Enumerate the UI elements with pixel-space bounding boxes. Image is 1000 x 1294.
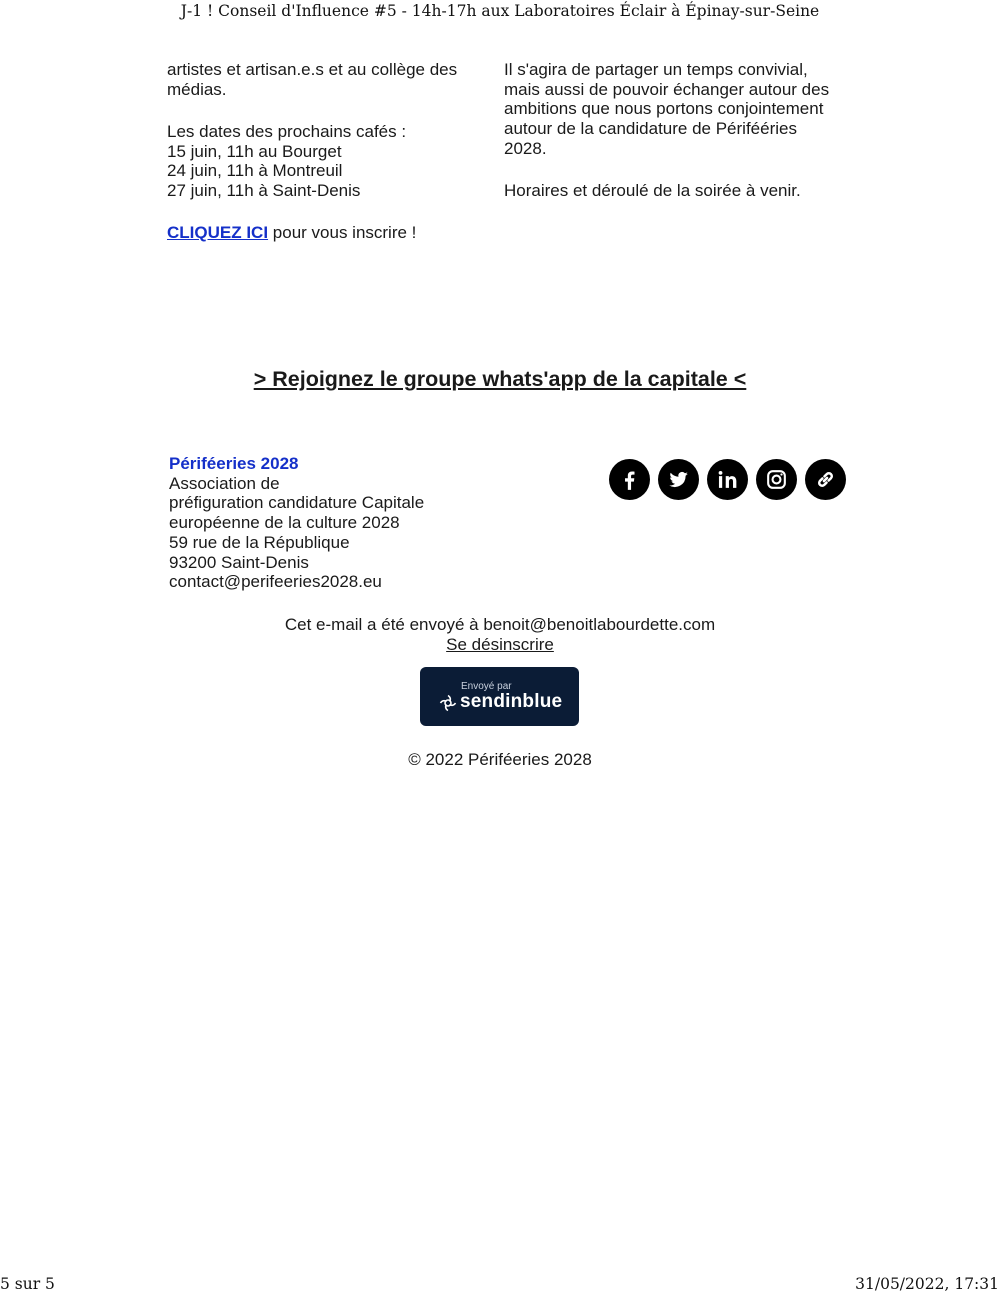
whatsapp-section [0, 366, 1000, 392]
link-icon[interactable] [805, 459, 846, 500]
text-line: Il s'agira de partager un temps convivial, [504, 60, 808, 79]
twitter-icon[interactable] [658, 459, 699, 500]
org-line: Association de [169, 473, 280, 493]
sendinblue-badge[interactable] [420, 667, 579, 726]
cta-line [167, 223, 477, 243]
email-footer [0, 615, 1000, 655]
dates-intro: Les dates des prochains cafés : [167, 121, 407, 141]
org-line: 59 rue de la République [169, 532, 350, 552]
linkedin-icon[interactable] [707, 459, 748, 500]
badge-brand: sendinblue [460, 691, 563, 712]
sent-to-text: Cet e-mail a été envoyé à benoit@benoitlabourdette.com [284, 615, 716, 634]
register-link[interactable]: CLIQUEZ ICI [167, 223, 269, 243]
unsubscribe-link[interactable]: Se désinscrire [446, 635, 554, 654]
org-line: 93200 Saint-Denis [169, 552, 309, 572]
print-datetime: 31/05/2022, 17:31 [855, 1275, 999, 1293]
facebook-icon[interactable] [609, 459, 650, 500]
text-line: ambitions que nous portons conjointement [504, 99, 824, 119]
org-line: préfiguration candidature Capitale [169, 493, 425, 513]
instagram-icon[interactable] [756, 459, 797, 500]
print-header [0, 0, 1000, 22]
sendinblue-logo-icon [438, 693, 458, 713]
text-line: 2028. [504, 138, 547, 158]
org-email[interactable]: contact@perifeeries2028.eu [169, 572, 382, 592]
text-line: autour de la candidature de Périfééries [504, 119, 797, 139]
date-item: 15 juin, 11h au Bourget [167, 141, 342, 161]
left-column [167, 60, 477, 243]
badge-caption: Envoyé par [461, 681, 512, 692]
date-item: 27 juin, 11h à Saint-Denis [167, 181, 361, 201]
text-line: médias. [167, 79, 227, 99]
date-item: 24 juin, 11h à Montreuil [167, 161, 343, 181]
social-links [609, 459, 846, 500]
org-line: européenne de la culture 2028 [169, 513, 400, 533]
copyright: © 2022 Périféeries 2028 [408, 750, 592, 769]
right-column [504, 60, 844, 201]
text-line: artistes et artisan.e.s et au collège des [167, 60, 458, 79]
print-header-title: J-1 ! Conseil d'Influence #5 - 14h-17h aux Laboratoires Éclair à Épinay-sur-Seine [180, 2, 820, 20]
organization-info [169, 454, 489, 592]
whatsapp-group-link[interactable]: > Rejoignez le groupe whats'app de la capitale < [253, 367, 747, 391]
cta-text: pour vous inscrire ! [268, 223, 417, 243]
text-line: mais aussi de pouvoir échanger autour des [504, 79, 830, 99]
schedule-note: Horaires et déroulé de la soirée à venir. [504, 181, 801, 201]
organization-name: Périféeries 2028 [169, 454, 299, 473]
page-number: 5 sur 5 [0, 1275, 55, 1293]
